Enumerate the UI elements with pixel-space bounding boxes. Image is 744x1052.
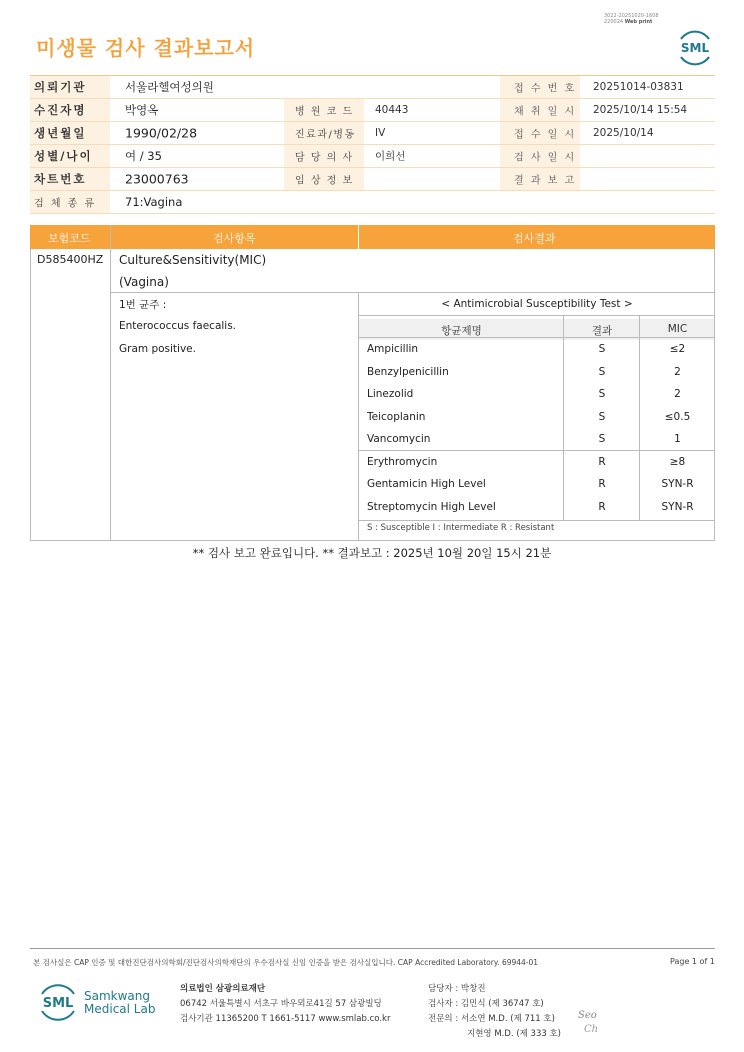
patient-info-table bbox=[30, 75, 715, 214]
page-number: Page 1 of 1 bbox=[670, 957, 715, 966]
ast-drug: Linezolid bbox=[367, 388, 414, 400]
info-value: 23000763 bbox=[125, 171, 189, 187]
sml-logo-text: SML bbox=[680, 41, 710, 55]
info-value: 여 / 35 bbox=[125, 149, 162, 163]
ast-title: < Antimicrobial Susceptibility Test > bbox=[441, 298, 633, 310]
info-value: 40443 bbox=[375, 104, 409, 116]
ast-mic: ≤2 bbox=[669, 343, 686, 355]
org-address: 06742 서울특별시 서초구 바우뫼로41길 57 삼광빌딩 bbox=[180, 999, 382, 1009]
info-value: 박영옥 bbox=[125, 103, 159, 117]
ast-col-result: 결과 bbox=[564, 319, 640, 340]
info-value: 20251014-03831 bbox=[593, 81, 684, 93]
ast-row bbox=[359, 383, 715, 405]
ast-mic: 1 bbox=[674, 433, 681, 445]
info-label: 접 수 번 호 bbox=[514, 83, 577, 95]
info-value: 서울라헬여성의원 bbox=[125, 80, 214, 94]
ast-result: S bbox=[598, 365, 606, 378]
info-label: 차트번호 bbox=[34, 172, 87, 186]
organization-info bbox=[180, 982, 390, 1027]
ast-row bbox=[359, 451, 715, 473]
col-test-result: 검사결과 bbox=[513, 232, 556, 245]
accreditation-note: 본 검사실은 CAP 인증 및 대한진단검사의학회/진단검사의학재단의 우수검사실 신임 인증을 받은 검사실입니다. CAP Accredited Laboratory. 69944-01 bbox=[33, 958, 539, 967]
info-row bbox=[30, 145, 715, 168]
info-row bbox=[30, 191, 715, 214]
ast-row bbox=[359, 496, 715, 518]
staff-info bbox=[428, 982, 561, 1042]
signature-1: Seo bbox=[578, 1010, 597, 1021]
brand-name: Samkwang Medical Lab bbox=[84, 989, 156, 1016]
info-label: 수진자명 bbox=[34, 103, 87, 117]
ast-mic: 2 bbox=[674, 388, 681, 400]
results-header bbox=[30, 225, 715, 249]
ast-mic: ≥8 bbox=[669, 455, 686, 468]
svg-text:SML: SML bbox=[42, 996, 74, 1011]
ast-row bbox=[359, 361, 715, 383]
info-row bbox=[30, 99, 715, 122]
test-item: Culture&Sensitivity(MIC) bbox=[119, 253, 267, 267]
gram-stain: Gram positive. bbox=[119, 343, 196, 355]
ast-result: S bbox=[598, 410, 606, 423]
info-row bbox=[30, 76, 715, 99]
organism-name: Enterococcus faecalis. bbox=[119, 320, 237, 332]
ast-row bbox=[359, 338, 715, 360]
ast-drug: Streptomycin High Level bbox=[367, 500, 496, 513]
info-value: 2025/10/14 bbox=[593, 127, 654, 139]
info-row bbox=[30, 122, 715, 145]
info-label: 결 과 보 고 bbox=[514, 175, 577, 187]
report-title: 미생물 검사 결과보고서 bbox=[36, 36, 256, 60]
ast-result: R bbox=[598, 500, 606, 513]
completion-notice: ** 검사 보고 완료입니다. ** 결과보고 : 2025년 10월 20일 15시 21분 bbox=[192, 546, 552, 560]
test-specimen: (Vagina) bbox=[119, 275, 169, 289]
insurance-code: D585400HZ bbox=[37, 253, 104, 266]
staff-specialist-1: 전문의 : 서소연 M.D. (제 711 호) bbox=[428, 1014, 555, 1024]
ast-drug: Vancomycin bbox=[367, 433, 431, 445]
ast-result: S bbox=[598, 388, 606, 400]
info-label: 병 원 코 드 bbox=[295, 106, 354, 118]
organism-number: 1번 균주 : bbox=[119, 299, 167, 311]
info-value: 이희선 bbox=[375, 150, 406, 163]
info-label: 담 당 의 사 bbox=[295, 152, 354, 164]
print-id: 3022-20251020-1608 bbox=[604, 13, 659, 19]
ast-legend: S : Susceptible I : Intermediate R : Resistant bbox=[367, 523, 555, 533]
sml-logo-icon bbox=[675, 27, 715, 67]
info-row bbox=[30, 168, 715, 191]
ast-row bbox=[359, 428, 715, 450]
info-label: 검 사 일 시 bbox=[514, 152, 577, 164]
info-value: IV bbox=[375, 127, 386, 139]
ast-mic: SYN-R bbox=[661, 500, 694, 513]
info-value: 71:Vagina bbox=[125, 195, 183, 209]
ast-drug: Erythromycin bbox=[367, 455, 438, 468]
ast-drug: Ampicillin bbox=[367, 343, 419, 355]
results-table bbox=[30, 225, 715, 541]
ast-mic: ≤0.5 bbox=[664, 410, 691, 423]
ast-mic: 2 bbox=[674, 365, 681, 378]
info-value: 2025/10/14 15:54 bbox=[593, 104, 688, 116]
samkwang-logo-icon bbox=[36, 980, 80, 1024]
info-label: 임 상 정 보 bbox=[295, 175, 354, 187]
ast-col-mic: MIC bbox=[640, 319, 715, 340]
print-info bbox=[604, 13, 659, 25]
signature-2: Ch bbox=[584, 1024, 599, 1035]
info-label: 접 수 일 시 bbox=[514, 129, 577, 141]
info-label: 채 취 일 시 bbox=[514, 106, 577, 118]
ast-row bbox=[359, 473, 715, 495]
info-label: 성별/나이 bbox=[34, 149, 93, 163]
col-test-item: 검사항목 bbox=[213, 232, 256, 245]
ast-result: S bbox=[598, 343, 606, 355]
ast-result: S bbox=[598, 433, 606, 445]
info-label: 검 체 종 류 bbox=[34, 198, 97, 210]
info-label: 진료과/병동 bbox=[295, 129, 356, 141]
print-mode: Web print bbox=[624, 19, 653, 25]
ast-col-drug: 항균제명 bbox=[359, 319, 564, 340]
staff-tester: 검사자 : 김민식 (제 36747 호) bbox=[428, 999, 544, 1009]
ast-result: R bbox=[598, 478, 606, 490]
ast-drug: Gentamicin High Level bbox=[367, 478, 486, 490]
ast-drug: Benzylpenicillin bbox=[367, 365, 449, 378]
ast-mic: SYN-R bbox=[661, 478, 694, 490]
staff-specialist-2: 지현영 M.D. (제 333 호) bbox=[467, 1029, 562, 1039]
ast-row bbox=[359, 406, 715, 428]
staff-manager: 담당자 : 박창진 bbox=[428, 984, 486, 994]
ast-drug: Teicoplanin bbox=[367, 410, 426, 423]
ast-result: R bbox=[598, 455, 606, 468]
col-insurance-code: 보험코드 bbox=[48, 232, 91, 245]
org-name: 의료법인 삼광의료재단 bbox=[180, 984, 266, 994]
print-code: 220024 bbox=[604, 19, 624, 25]
org-contact: 검사기관 11365200 T 1661-5117 www.smlab.co.kr bbox=[180, 1014, 391, 1024]
info-value: 1990/02/28 bbox=[125, 125, 198, 141]
info-label: 의뢰기관 bbox=[34, 80, 87, 94]
info-label: 생년월일 bbox=[34, 126, 87, 140]
